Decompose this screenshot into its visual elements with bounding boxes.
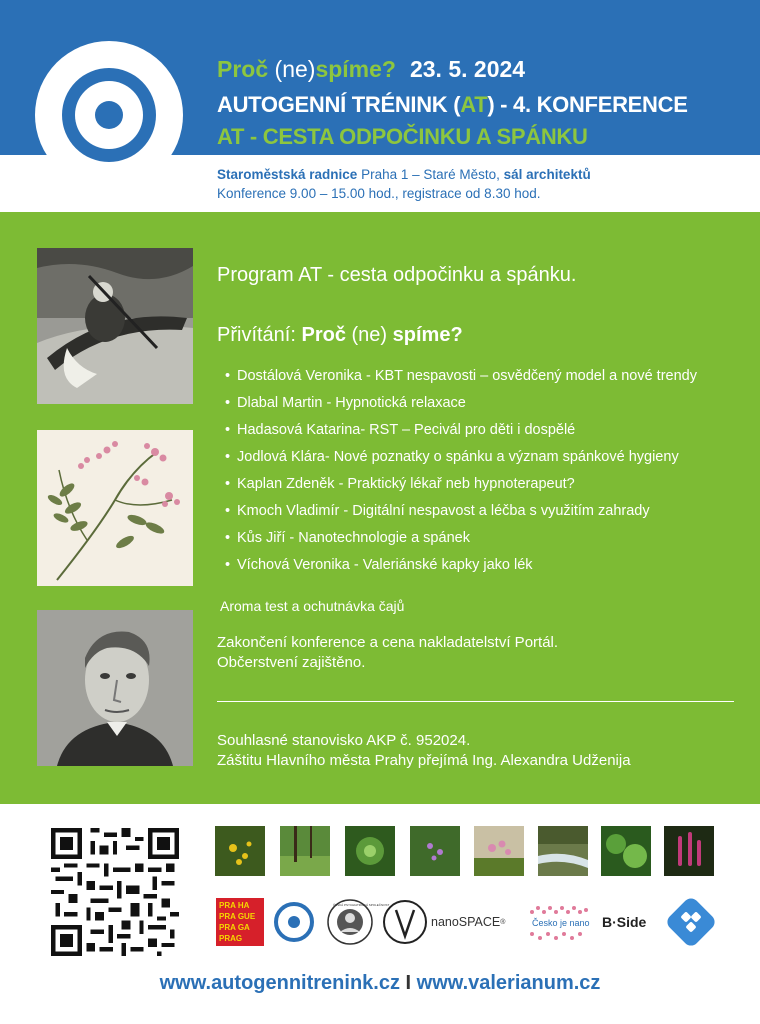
stream-photo [538,826,588,876]
aroma-test: Aroma test a ochutnávka čajů [220,598,405,614]
list-item: • Kaplan Zdeněk - Praktický lékař neb hypnoterapeut? [225,474,697,501]
bside-text: B·Side [602,914,647,930]
welcome-bold-2: spíme? [392,324,463,346]
forest-photo [280,826,330,876]
praha-line-1: PRA HA [219,901,250,910]
title-part-3: spíme? [315,56,396,82]
closing-line-2: Občerstvení zajištěno. [217,654,366,671]
website-links [0,972,760,995]
welcome-heading [217,324,463,347]
conference-hours: Konference 9.00 – 15.00 hod., registrace od 8.30 hod. [217,186,541,201]
valerian-illustration [37,430,193,586]
garden-photo [345,826,395,876]
divider [217,701,734,702]
bside-logo [602,898,660,946]
conference-name [217,92,688,118]
welcome-label: Přivítání: [217,324,302,346]
portrait-photo [37,610,193,766]
venue-bold-1: Staroměstská radnice [217,167,358,182]
conference-name-at: AT [460,92,488,117]
link-autogennitrenink[interactable]: www.autogennitrenink.cz [159,972,400,994]
title-part-1: Proč [217,56,269,82]
praha-line-2: PRA GUE [219,912,256,921]
list-item: • Jodlová Klára- Nové poznatky o spánku a význam spánkové hygieny [225,447,697,474]
list-item: • Kmoch Vladimír - Digitální nespavost a léčba s využitím zahrady [225,501,697,528]
closing-text [217,633,558,673]
foxglove-photo [664,826,714,876]
flower-photo-2 [410,826,460,876]
venue-normal: Praha 1 – Staré Město, [357,167,504,182]
autogenni-small-logo [272,898,316,946]
psychiatric-society-logo [326,898,390,946]
cesko-nano-text: Česko je nano [532,918,590,928]
event-date: 23. 5. 2024 [409,56,526,82]
venue [217,167,591,182]
list-item: • Hadasová Katarina- RST – Pecivál pro děti i dospělé [225,420,697,447]
praha-line-3: PRA GA [219,923,250,932]
endorsement-line-2: Záštitu Hlavního města Prahy přejímá Ing. Alexandra Udženija [217,752,631,769]
endorsement-text [217,731,631,771]
talks-list [225,366,697,582]
nanospace-text: nanoSPACE [431,915,501,929]
partner-puzzle-logo [666,898,716,946]
list-item: • Víchová Veronika - Valeriánské kapky jako lék [225,555,697,582]
conference-name-b: ) - 4. KONFERENCE [487,92,688,117]
title-part-2: (ne) [268,56,316,82]
conference-name-a: AUTOGENNÍ TRÉNINK ( [217,92,461,117]
flower-photo-1 [215,826,265,876]
foliage-photo [601,826,651,876]
psych-society-text: ČESKÁ PSYCHIATRICKÁ SPOLEČNOST [333,903,390,907]
praha-logo [216,898,264,946]
cesko-je-nano-logo [524,898,594,946]
list-item: • Kůs Jiří - Nanotechnologie a spánek [225,528,697,555]
closing-line-1: Zakončení konference a cena nakladatelství Portál. [217,634,559,651]
welcome-normal: (ne) [345,324,393,346]
link-valerianum[interactable]: www.valerianum.cz [416,972,601,994]
praha-line-4: PRAG [219,934,243,943]
flower-photo-3 [474,826,524,876]
nanospace-logo [431,898,519,946]
list-item: • Dostálová Veronika - KBT nespavosti – osvědčený model a nové trendy [225,366,697,393]
valerianum-logo [382,898,428,946]
autogenni-trenink-logo [34,40,184,190]
endorsement-line-1: Souhlasné stanovisko AKP č. 952024. [217,732,471,749]
welcome-bold-1: Proč [301,324,346,346]
kayak-photo [37,248,193,404]
url-separator: I [399,972,417,994]
nanospace-mark: ® [500,918,506,926]
list-item: • Dlabal Martin - Hypnotická relaxace [225,393,697,420]
program-title: Program AT - cesta odpočinku a spánku. [217,264,577,286]
venue-bold-2: sál architektů [503,167,591,182]
event-title [217,56,525,83]
qr-code[interactable] [51,828,179,956]
conference-subtitle: AT - CESTA ODPOČINKU A SPÁNKU [217,124,588,149]
